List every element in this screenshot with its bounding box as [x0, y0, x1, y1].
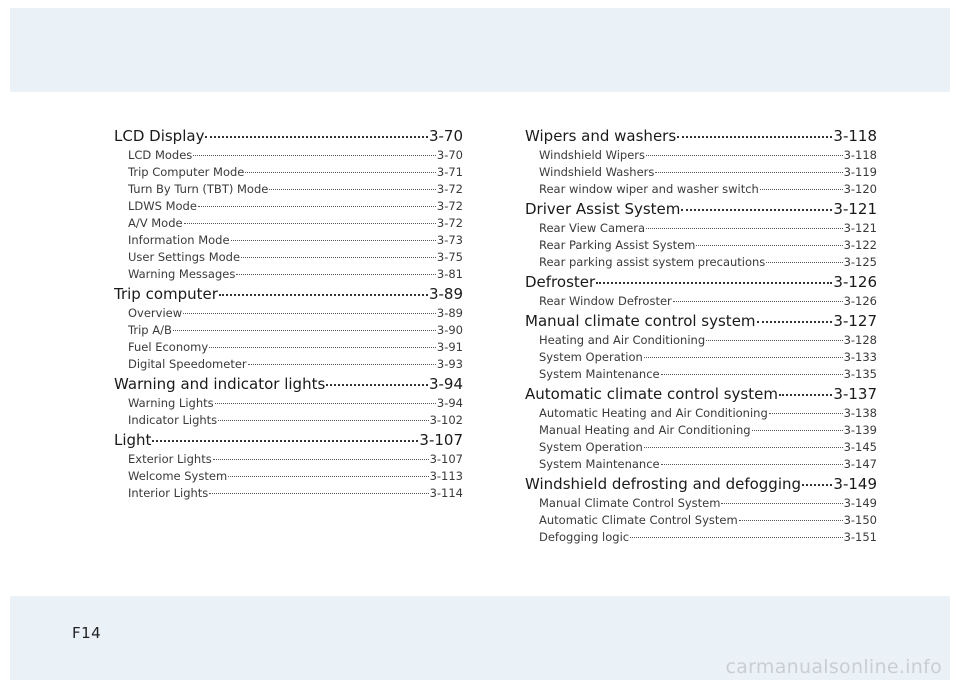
dot-leader	[205, 136, 428, 138]
dot-leader	[757, 321, 833, 323]
toc-item-label: Rear parking assist system precautions	[539, 255, 766, 269]
toc-item-page: 3-72	[436, 199, 463, 213]
toc-item[interactable]	[525, 405, 877, 422]
toc-item-label: Trip A/B	[128, 323, 172, 337]
toc-item-label: System Operation	[539, 440, 643, 454]
toc-section-label: Manual climate control system	[525, 312, 756, 330]
dot-leader	[644, 357, 843, 358]
toc-item[interactable]	[525, 237, 877, 254]
toc-item[interactable]	[114, 395, 463, 412]
toc-item-page: 3-128	[843, 333, 877, 347]
toc-item-page: 3-138	[843, 406, 877, 420]
toc-item[interactable]	[525, 181, 877, 198]
toc-section-page: 3-126	[833, 273, 877, 291]
toc-item-label: Automatic Climate Control System	[539, 513, 738, 527]
toc-section-page: 3-70	[428, 127, 463, 145]
dot-leader	[236, 274, 436, 275]
toc-item-page: 3-81	[436, 267, 463, 281]
toc-section[interactable]	[525, 383, 877, 405]
toc-item-label: Defogging logic	[539, 530, 630, 544]
dot-leader	[209, 493, 428, 494]
toc-item[interactable]	[114, 485, 463, 502]
dot-leader	[760, 189, 843, 190]
watermark-text: carmanualsonline.info	[725, 656, 942, 678]
toc-item-label: A/V Mode	[128, 216, 183, 230]
toc-column-right	[525, 125, 877, 546]
toc-section-label: Light	[114, 431, 152, 449]
toc-item-page: 3-125	[843, 255, 877, 269]
toc-item[interactable]	[114, 266, 463, 283]
dot-leader	[677, 136, 832, 138]
dot-leader	[802, 484, 832, 486]
dot-leader	[696, 245, 842, 246]
dot-leader	[215, 403, 436, 404]
toc-item-label: User Settings Mode	[128, 250, 241, 264]
toc-item-label: LDWS Mode	[128, 199, 197, 213]
toc-section-page: 3-121	[833, 200, 877, 218]
toc-item[interactable]	[114, 468, 463, 485]
toc-item[interactable]	[114, 451, 463, 468]
toc-section-page: 3-127	[833, 312, 877, 330]
toc-item-page: 3-122	[843, 238, 877, 252]
page-number: F14	[72, 624, 102, 642]
toc-section-label: Windshield defrosting and defogging	[525, 475, 802, 493]
dot-leader	[644, 447, 843, 448]
toc-item-label: Exterior Lights	[128, 452, 212, 466]
toc-item[interactable]	[525, 366, 877, 383]
toc-item-page: 3-75	[436, 250, 463, 264]
toc-section[interactable]	[525, 271, 877, 293]
toc-item-label: Automatic Heating and Air Conditioning	[539, 406, 768, 420]
toc-item-label: LCD Modes	[128, 148, 193, 162]
toc-item[interactable]	[114, 339, 463, 356]
header-band	[10, 8, 950, 92]
toc-section-label: Wipers and washers	[525, 127, 677, 145]
toc-item-label: Rear Window Defroster	[539, 294, 672, 308]
dot-leader	[706, 340, 842, 341]
toc-item[interactable]	[525, 422, 877, 439]
dot-leader	[752, 430, 843, 431]
toc-item[interactable]	[114, 356, 463, 373]
dot-leader	[766, 262, 842, 263]
toc-item-page: 3-90	[436, 323, 463, 337]
dot-leader	[218, 420, 428, 421]
toc-item-label: System Maintenance	[539, 457, 660, 471]
dot-leader	[779, 394, 832, 396]
toc-item-label: Heating and Air Conditioning	[539, 333, 706, 347]
toc-item-page: 3-139	[843, 423, 877, 437]
toc-item-page: 3-119	[843, 165, 877, 179]
toc-item-page: 3-113	[429, 469, 463, 483]
toc-section-page: 3-118	[833, 127, 877, 145]
toc-section[interactable]	[525, 125, 877, 147]
dot-leader	[241, 257, 436, 258]
toc-item-label: System Maintenance	[539, 367, 660, 381]
toc-item[interactable]	[114, 412, 463, 429]
toc-item[interactable]	[525, 332, 877, 349]
dot-leader	[721, 503, 842, 504]
dot-leader	[245, 172, 436, 173]
toc-item[interactable]	[525, 220, 877, 237]
toc-item-page: 3-150	[843, 513, 877, 527]
toc-item-label: Windshield Washers	[539, 165, 655, 179]
toc-item[interactable]	[525, 147, 877, 164]
dot-leader	[596, 282, 832, 284]
dot-leader	[198, 206, 436, 207]
toc-section[interactable]	[525, 198, 877, 220]
toc-item-page: 3-121	[843, 221, 877, 235]
toc-item[interactable]	[525, 512, 877, 529]
toc-item[interactable]	[114, 322, 463, 339]
toc-item-label: Welcome System	[128, 469, 228, 483]
toc-item-page: 3-94	[436, 396, 463, 410]
toc-item[interactable]	[114, 305, 463, 322]
toc-item[interactable]	[114, 249, 463, 266]
toc-column-left	[114, 125, 463, 502]
toc-item[interactable]	[525, 529, 877, 546]
dot-leader	[769, 413, 843, 414]
toc-item-page: 3-151	[843, 530, 877, 544]
toc-item-label: Manual Climate Control System	[539, 496, 721, 510]
toc-item-page: 3-72	[436, 216, 463, 230]
dot-leader	[661, 374, 843, 375]
toc-section-label: Automatic climate control system	[525, 385, 778, 403]
dot-leader	[152, 440, 418, 442]
toc-item-page: 3-89	[436, 306, 463, 320]
toc-item-label: Windshield Wipers	[539, 148, 646, 162]
toc-item-page: 3-70	[436, 148, 463, 162]
dot-leader	[173, 330, 436, 331]
toc-item[interactable]	[525, 456, 877, 473]
toc-section-page: 3-94	[428, 375, 463, 393]
toc-item-label: Fuel Economy	[128, 340, 209, 354]
toc-item-label: Information Mode	[128, 233, 230, 247]
toc-section-label: Warning and indicator lights	[114, 375, 326, 393]
toc-item[interactable]	[114, 147, 463, 164]
dot-leader	[193, 155, 436, 156]
toc-item-page: 3-107	[429, 452, 463, 466]
toc-section-label: LCD Display	[114, 127, 205, 145]
dot-leader	[209, 347, 436, 348]
dot-leader	[646, 155, 843, 156]
toc-section[interactable]	[114, 373, 463, 395]
toc-item[interactable]	[525, 349, 877, 366]
toc-item-page: 3-149	[843, 496, 877, 510]
dot-leader	[269, 189, 436, 190]
toc-item-page: 3-126	[843, 294, 877, 308]
toc-item-page: 3-91	[436, 340, 463, 354]
toc-item-label: Rear View Camera	[539, 221, 646, 235]
toc-item-page: 3-135	[843, 367, 877, 381]
toc-section-page: 3-89	[428, 285, 463, 303]
dot-leader	[219, 294, 428, 296]
dot-leader	[655, 172, 842, 173]
toc-section[interactable]	[114, 283, 463, 305]
dot-leader	[213, 459, 429, 460]
toc-item-page: 3-145	[843, 440, 877, 454]
toc-item[interactable]	[114, 232, 463, 249]
toc-section[interactable]	[114, 125, 463, 147]
toc-item-page: 3-114	[429, 486, 463, 500]
dot-leader	[646, 228, 843, 229]
dot-leader	[673, 301, 843, 302]
toc-item-label: Rear Parking Assist System	[539, 238, 696, 252]
toc-item-label: Overview	[128, 306, 183, 320]
toc-item-label: Trip Computer Mode	[128, 165, 245, 179]
toc-section[interactable]	[114, 429, 463, 451]
toc-item[interactable]	[114, 164, 463, 181]
toc-item-page: 3-118	[843, 148, 877, 162]
dot-leader	[630, 537, 842, 538]
dot-leader	[231, 240, 436, 241]
toc-item-label: Turn By Turn (TBT) Mode	[128, 182, 269, 196]
toc-section-page: 3-137	[833, 385, 877, 403]
toc-item-page: 3-93	[436, 357, 463, 371]
toc-item[interactable]	[114, 215, 463, 232]
dot-leader	[326, 384, 428, 386]
toc-item-label: Warning Messages	[128, 267, 236, 281]
toc-item-label: Interior Lights	[128, 486, 209, 500]
toc-item-label: Rear window wiper and washer switch	[539, 182, 759, 196]
toc-item-page: 3-73	[436, 233, 463, 247]
toc-section[interactable]	[525, 473, 877, 495]
dot-leader	[183, 313, 436, 314]
toc-item-page: 3-133	[843, 350, 877, 364]
toc-item-page: 3-120	[843, 182, 877, 196]
toc-item[interactable]	[114, 181, 463, 198]
dot-leader	[661, 464, 843, 465]
toc-item[interactable]	[525, 495, 877, 512]
toc-item[interactable]	[525, 293, 877, 310]
toc-section-page: 3-107	[419, 431, 463, 449]
toc-item-label: Manual Heating and Air Conditioning	[539, 423, 751, 437]
toc-item-page: 3-72	[436, 182, 463, 196]
toc-section-page: 3-149	[833, 475, 877, 493]
toc-item[interactable]	[525, 254, 877, 271]
toc-item[interactable]	[525, 164, 877, 181]
toc-item-label: Digital Speedometer	[128, 357, 247, 371]
toc-item-label: Warning Lights	[128, 396, 214, 410]
dot-leader	[228, 476, 428, 477]
toc-item[interactable]	[114, 198, 463, 215]
toc-item-label: System Operation	[539, 350, 643, 364]
toc-section-label: Driver Assist System	[525, 200, 681, 218]
dot-leader	[681, 209, 832, 211]
toc-section[interactable]	[525, 310, 877, 332]
toc-section-label: Defroster	[525, 273, 596, 291]
toc-item-label: Indicator Lights	[128, 413, 218, 427]
toc-item-page: 3-102	[429, 413, 463, 427]
dot-leader	[248, 364, 436, 365]
toc-item[interactable]	[525, 439, 877, 456]
dot-leader	[184, 223, 436, 224]
toc-item-page: 3-71	[436, 165, 463, 179]
toc-section-label: Trip computer	[114, 285, 218, 303]
toc-item-page: 3-147	[843, 457, 877, 471]
dot-leader	[739, 520, 843, 521]
